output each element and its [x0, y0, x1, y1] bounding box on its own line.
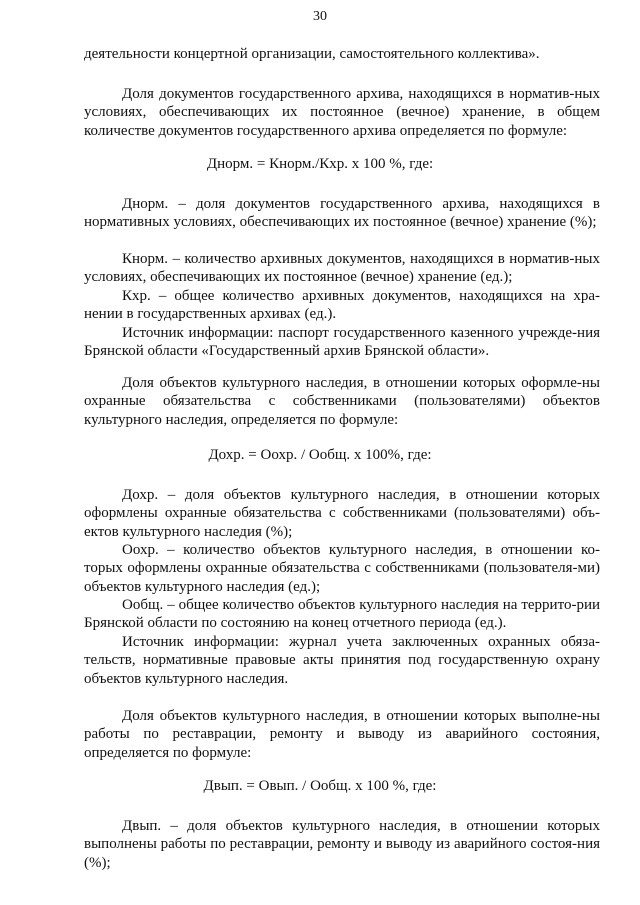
- paragraph-archive-share: Доля документов государственного архива, находящихся в норматив-ных условиях, обеспечивающих их постоянное (вечное) хранение, в общем количестве документов государственного архива определяется по формуле:: [84, 86, 600, 139]
- definition-dvyp: Двып. – доля объектов культурного наследия, в отношении которых выполнены работы по реставрации, ремонту и выводу из аварийного состоя-ния (%);: [84, 818, 600, 871]
- paragraph-intro-tail: деятельности концертной организации, самостоятельного коллектива».: [84, 46, 540, 62]
- page-number: 30: [313, 9, 327, 24]
- definition-khr: Кхр. – общее количество архивных документов, находящихся на хра-нении в государственных архивах (ед.).: [84, 288, 600, 323]
- definition-knorm: Кнорм. – количество архивных документов, находящихся в норматив-ных условиях, обеспечивающих их постоянное (вечное) хранение (ед.);: [84, 251, 600, 286]
- source-archive: Источник информации: паспорт государственного казенного учрежде-ния Брянской области «Государственный архив Брянской области».: [84, 325, 600, 360]
- definition-oohr: Оохр. – количество объектов культурного наследия, в отношении ко-торых оформлены охранные обязательства с собственниками (пользователя-ми) объектов культурного наследия (ед.);: [84, 542, 600, 595]
- paragraph-restoration-share: Доля объектов культурного наследия, в отношении которых выполне-ны работы по реставрации, ремонту и выводу из аварийного состояния, определяется по формуле:: [84, 708, 600, 761]
- formula-dohr: Дохр. = Оохр. / Ообщ. х 100%, где:: [208, 447, 432, 463]
- definition-dnorm: Днорм. – доля документов государственного архива, находящихся в нормативных условиях, обеспечивающих их постоянное (вечное) хранение (%);: [84, 196, 600, 231]
- formula-dnorm: Днорм. = Кнорм./Кхр. х 100 %, где:: [206, 156, 434, 172]
- source-heritage: Источник информации: журнал учета заключенных охранных обяза-тельств, нормативные правовые акты принятия под государственную охрану объектов культурного наследия.: [84, 634, 600, 687]
- formula-dvyp: Двып. = Овып. / Ообщ. х 100 %, где:: [203, 778, 437, 794]
- paragraph-heritage-protection-share: Доля объектов культурного наследия, в отношении которых оформле-ны охранные обязательства с собственниками (пользователями) объектов культурного наследия, определяется по формуле:: [84, 375, 600, 428]
- definition-dohr: Дохр. – доля объектов культурного наследия, в отношении которых оформлены охранные обязательства с собственниками (пользователями) объ-ектов культурного наследия (%);: [84, 487, 600, 540]
- definition-oobsch: Ообщ. – общее количество объектов культурного наследия на террито-рии Брянской области по состоянию на конец отчетного периода (ед.).: [84, 597, 600, 632]
